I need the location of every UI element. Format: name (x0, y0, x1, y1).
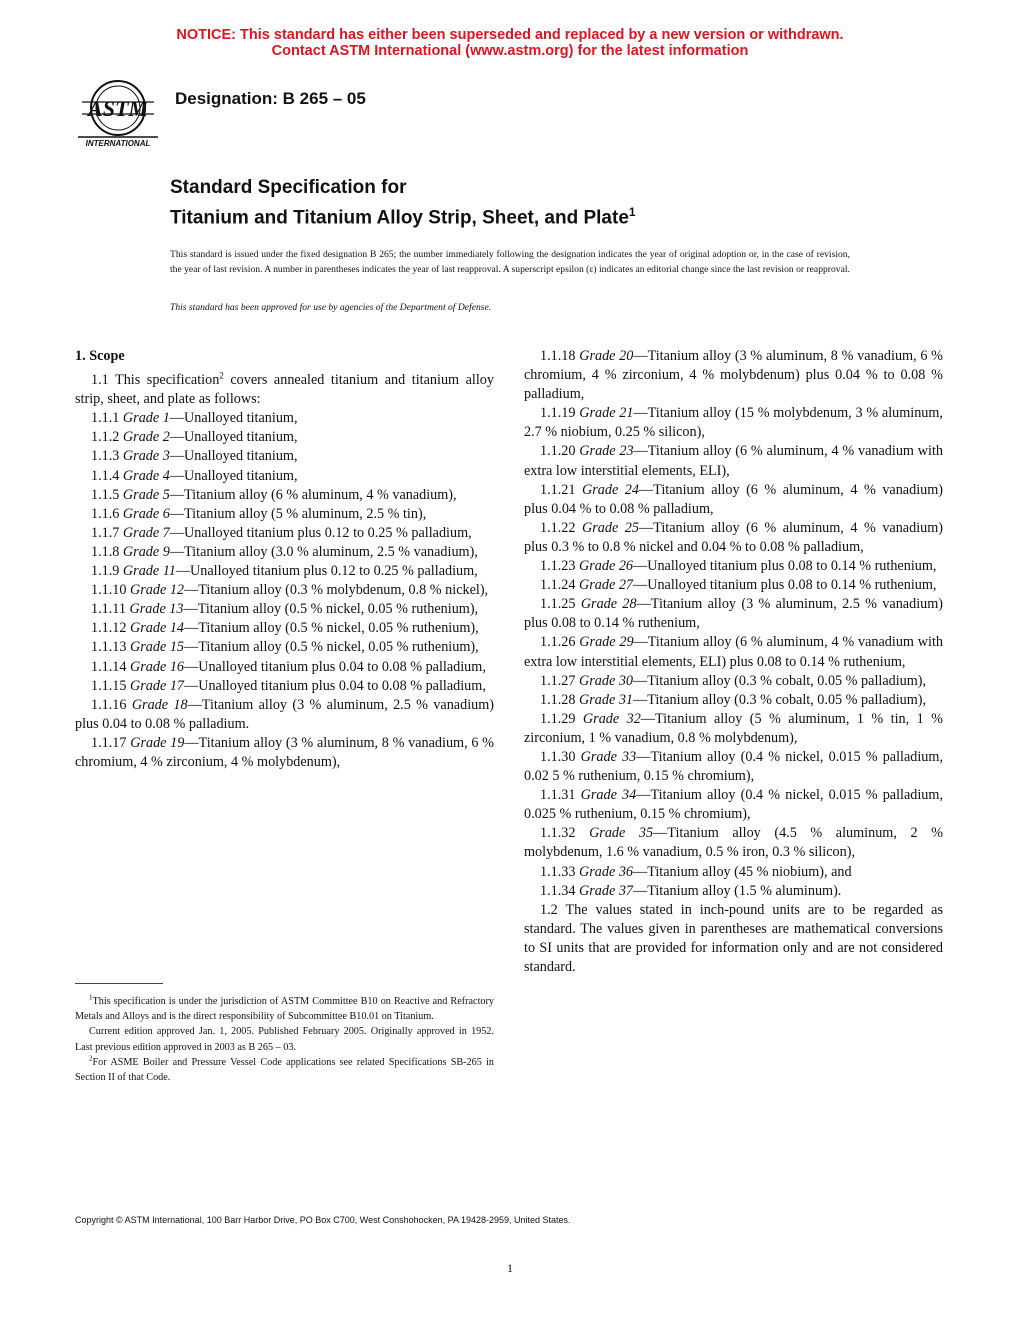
scope-item: 1.1.6 Grade 6—Titanium alloy (5 % aluminum, 2.5 % tin), (91, 505, 427, 522)
paragraph-1-2: 1.2 The values stated in inch-pound units are to be regarded as standard. The values given in parentheses are mathematical conversions to SI units that are provided for information only and are not considered standard. (524, 901, 943, 975)
document-title (170, 176, 636, 230)
notice-banner (0, 27, 1020, 59)
scope-item: 1.1.12 Grade 14—Titanium alloy (0.5 % nickel, 0.05 % ruthenium), (91, 620, 479, 637)
scope-item: 1.1.20 Grade 23—Titanium alloy (6 % aluminum, 4 % vanadium with extra low interstitial elements, ELI), (524, 443, 943, 479)
scope-item: 1.1.14 Grade 16—Unalloyed titanium plus 0.04 to 0.08 % palladium, (91, 658, 486, 675)
scope-item: 1.1.8 Grade 9—Titanium alloy (3.0 % aluminum, 2.5 % vanadium), (91, 543, 478, 560)
scope-item: 1.1.27 Grade 30—Titanium alloy (0.3 % cobalt, 0.05 % palladium), (540, 672, 927, 689)
scope-item: 1.1.9 Grade 11—Unalloyed titanium plus 0.12 to 0.25 % palladium, (91, 563, 478, 580)
scope-item: 1.1.30 Grade 33—Titanium alloy (0.4 % nickel, 0.015 % palladium, 0.02 5 % ruthenium, 0.15 % chromium), (524, 748, 943, 785)
copyright: Copyright © ASTM International, 100 Barr Harbor Drive, PO Box C700, West Conshohocken, PA 19428-2959, United States. (75, 1215, 571, 1225)
scope-item: 1.1.17 Grade 19—Titanium alloy (3 % aluminum, 8 % vanadium, 6 % chromium, 4 % zirconium, 4 % molybdenum), (75, 734, 494, 770)
scope-item: 1.1.28 Grade 31—Titanium alloy (0.3 % cobalt, 0.05 % palladium), (540, 691, 927, 708)
scope-item: 1.1.11 Grade 13—Titanium alloy (0.5 % nickel, 0.05 % ruthenium), (91, 601, 479, 618)
footnote-1-edition: Current edition approved Jan. 1, 2005. Published February 2005. Originally approved in 1952. Last previous edition approved in 2003 as B 265 – 03. (75, 1026, 494, 1053)
paragraph-1-1: 1.1 This specification$^2$ covers annealed titanium and titanium alloy strip, sheet, and plate as follows: (75, 370, 494, 408)
scope-item: 1.1.1 Grade 1—Unalloyed titanium, (91, 410, 298, 427)
astm-logo-icon (76, 74, 160, 150)
scope-item: 1.1.23 Grade 26—Unalloyed titanium plus 0.08 to 0.14 % ruthenium, (540, 558, 937, 575)
scope-item: 1.1.33 Grade 36—Titanium alloy (45 % niobium), and (540, 863, 852, 880)
scope-item: 1.1.24 Grade 27—Unalloyed titanium plus 0.08 to 0.14 % ruthenium, (540, 577, 937, 594)
right-column (524, 347, 943, 977)
title-line-1: Standard Specification for (170, 177, 407, 198)
scope-item: 1.1.5 Grade 5—Titanium alloy (6 % aluminum, 4 % vanadium), (91, 486, 457, 503)
scope-item: 1.1.19 Grade 21—Titanium alloy (15 % molybdenum, 3 % aluminum, 2.7 % niobium, 0.25 % silicon), (524, 405, 943, 441)
scope-item: 1.1.31 Grade 34—Titanium alloy (0.4 % nickel, 0.015 % palladium, 0.025 % ruthenium, 0.15 % chromium), (524, 787, 943, 823)
scope-item: 1.1.2 Grade 2—Unalloyed titanium, (91, 429, 298, 446)
scope-item: 1.1.34 Grade 37—Titanium alloy (1.5 % aluminum). (540, 882, 842, 899)
scope-item: 1.1.29 Grade 32—Titanium alloy (5 % aluminum, 1 % tin, 1 % zirconium, 1 % vanadium, 0.8 % molybdenum), (524, 710, 943, 746)
logo-text: ASTM (88, 96, 148, 121)
scope-item: 1.1.3 Grade 3—Unalloyed titanium, (91, 448, 298, 465)
scope-item: 1.1.25 Grade 28—Titanium alloy (3 % aluminum, 2.5 % vanadium) plus 0.08 to 0.14 % ruthenium, (524, 596, 943, 632)
left-column (75, 347, 494, 772)
scope-item: 1.1.4 Grade 4—Unalloyed titanium, (91, 467, 298, 484)
scope-item: 1.1.15 Grade 17—Unalloyed titanium plus 0.04 to 0.08 % palladium, (91, 677, 486, 694)
notice-line-1: NOTICE: This standard has either been superseded and replaced by a new version or withdrawn. (176, 27, 844, 43)
scope-item: 1.1.10 Grade 12—Titanium alloy (0.3 % molybdenum, 0.8 % nickel), (91, 582, 489, 599)
section-heading-scope: 1. Scope (75, 348, 125, 364)
footnotes (75, 994, 494, 1085)
footnote-rule (75, 983, 163, 984)
preamble: This standard is issued under the fixed designation B 265; the number immediately following the designation indicates the year of original adoption or, in the case of revision, the year of last revision. A number in parentheses indicates the year of last reapproval. A superscript epsilon (ε) indicates an editorial change since the last revision or reapproval. (170, 249, 850, 275)
title-footnote-mark: 1 (628, 205, 636, 219)
scope-item: 1.1.21 Grade 24—Titanium alloy (6 % aluminum, 4 % vanadium) plus 0.04 % to 0.08 % palladium, (524, 481, 943, 517)
scope-item: 1.1.7 Grade 7—Unalloyed titanium plus 0.12 to 0.25 % palladium, (91, 524, 472, 541)
scope-item: 1.1.26 Grade 29—Titanium alloy (6 % aluminum, 4 % vanadium with extra low interstitial elements, ELI) plus 0.08 to 0.14 % ruthenium, (524, 634, 943, 670)
footnote-1: $^1$This specification is under the jurisdiction of ASTM Committee B10 on Reactive and Refractory Metals and Alloys and is the direct responsibility of Subcommittee B10.01 on Titanium. (75, 993, 494, 1023)
scope-item: 1.1.32 Grade 35—Titanium alloy (4.5 % aluminum, 2 % molybdenum, 1.6 % vanadium, 0.5 % iron, 0.3 % silicon), (524, 825, 943, 861)
logo-subtext: INTERNATIONAL (85, 139, 151, 148)
notice-line-2: Contact ASTM International (www.astm.org) for the latest information (271, 43, 749, 59)
designation: Designation: B 265 – 05 (175, 89, 366, 108)
page-number: 1 (507, 1261, 513, 1275)
approved-note: This standard has been approved for use by agencies of the Department of Defense. (170, 302, 492, 313)
scope-item: 1.1.16 Grade 18—Titanium alloy (3 % aluminum, 2.5 % vanadium) plus 0.04 to 0.08 % palladium. (75, 696, 494, 732)
footnote-2: $^2$For ASME Boiler and Pressure Vessel Code applications see related Specifications SB-265 in Section II of that Code. (75, 1054, 494, 1084)
scope-item: 1.1.13 Grade 15—Titanium alloy (0.5 % nickel, 0.05 % ruthenium), (91, 639, 479, 656)
scope-item: 1.1.22 Grade 25—Titanium alloy (6 % aluminum, 4 % vanadium) plus 0.3 % to 0.8 % nickel and 0.04 % to 0.08 % palladium, (524, 519, 943, 555)
title-line-2: Titanium and Titanium Alloy Strip, Sheet, and Plate$^1$ (170, 205, 636, 229)
astm-logo (76, 74, 160, 150)
scope-item: 1.1.18 Grade 20—Titanium alloy (3 % aluminum, 8 % vanadium, 6 % chromium, 4 % zirconium, 4 % molybdenum) plus 0.04 % to 0.08 % palladium, (524, 348, 943, 403)
